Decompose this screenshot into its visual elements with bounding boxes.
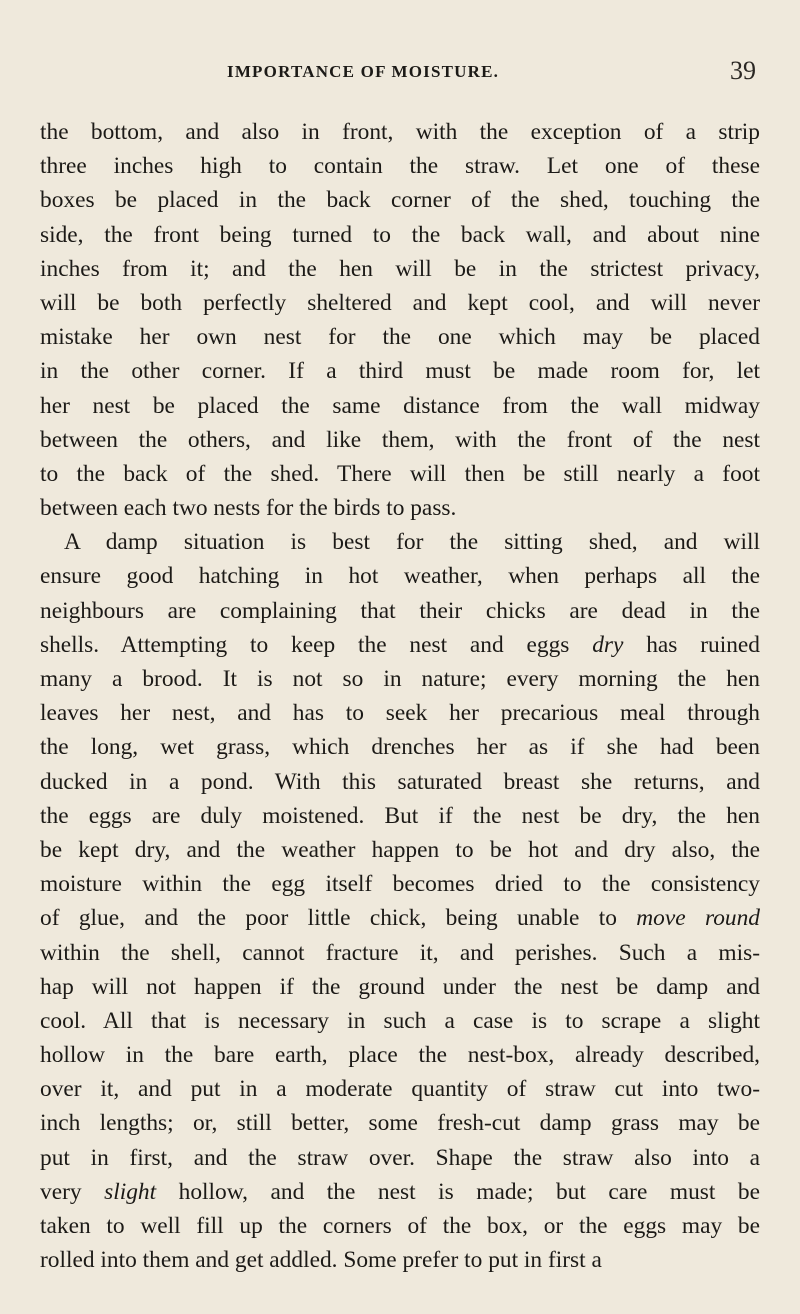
text-line (40, 901, 760, 935)
text-line (40, 1072, 760, 1106)
text-run: rolled into them and get addled. Some prefer to put in first a (40, 1247, 602, 1274)
text-line (40, 218, 760, 252)
text-run: her nest be placed the same distance from the wall midway (40, 392, 760, 419)
text-line (40, 525, 760, 559)
text-line (40, 628, 760, 662)
text-run: to the back of the shed. There will then be still nearly a foot (40, 460, 760, 487)
text-line (40, 1243, 760, 1277)
text-line (40, 970, 760, 1004)
text-run: in the other corner. If a third must be made room for, let (40, 358, 760, 385)
text-run: shells. Attempting to keep the nest and eggs (40, 631, 593, 658)
text-run: inch lengths; or, still better, some fresh-cut damp grass may be (40, 1110, 760, 1137)
text-run: hap will not happen if the ground under the nest be damp and (40, 973, 760, 1000)
text-run: the long, wet grass, which drenches her as if she had been (40, 734, 760, 761)
text-line (40, 730, 760, 764)
text-line (40, 183, 760, 217)
paragraph (40, 115, 760, 525)
text-line (40, 662, 760, 696)
text-run: side, the front being turned to the back wall, and about nine (40, 221, 760, 248)
text-line (40, 833, 760, 867)
text-line (40, 320, 760, 354)
text-run: has ruined (623, 631, 760, 658)
text-line (40, 1038, 760, 1072)
text-line (40, 252, 760, 286)
body-text (40, 115, 760, 1277)
text-run: very (40, 1178, 105, 1205)
text-run: the bottom, and also in front, with the exception of a strip (40, 119, 760, 145)
text-line (40, 1175, 760, 1209)
text-line (40, 1141, 760, 1175)
text-run: leaves her nest, and has to seek her precarious meal through (40, 700, 760, 727)
text-line (40, 286, 760, 320)
text-line (40, 115, 760, 149)
text-line (40, 1004, 760, 1038)
text-run: between the others, and like them, with the front of the nest (40, 426, 760, 453)
text-line (40, 423, 760, 457)
text-run: boxes be placed in the back corner of the shed, touching the (40, 187, 760, 214)
text-run: hollow in the bare earth, place the nest-box, already described, (40, 1042, 760, 1069)
text-line (40, 1106, 760, 1140)
text-run: three inches high to contain the straw. Let one of these (40, 153, 760, 180)
text-line (40, 491, 760, 525)
text-line (40, 457, 760, 491)
text-run: mistake her own nest for the one which may be placed (40, 324, 760, 351)
text-run: the eggs are duly moistened. But if the nest be dry, the hen (40, 802, 760, 829)
text-run: will be both perfectly sheltered and kept cool, and will never (40, 289, 760, 316)
text-line (40, 354, 760, 388)
running-head (0, 56, 800, 92)
text-line (40, 559, 760, 593)
text-line (40, 696, 760, 730)
text-line (40, 594, 760, 628)
text-run: taken to well fill up the corners of the box, or the eggs may be (40, 1213, 760, 1239)
text-run: ensure good hatching in hot weather, when perhaps all the (40, 563, 760, 590)
text-run: moisture within the egg itself becomes dried to the consistency (40, 871, 760, 898)
text-run: between each two nests for the birds to pass. (40, 495, 457, 522)
text-run: be kept dry, and the weather happen to be hot and dry also, the (40, 836, 760, 863)
page-number: 39 (730, 56, 756, 85)
text-run: put in first, and the straw over. Shape the straw also into a (40, 1144, 760, 1171)
text-run: A damp situation is best for the sitting shed, and will (64, 529, 760, 556)
text-line (40, 149, 760, 183)
italic-text: move round (636, 905, 760, 932)
text-run: neighbours are complaining that their chicks are dead in the (40, 597, 760, 624)
text-run: within the shell, cannot fracture it, and perishes. Such a mis- (40, 939, 760, 966)
italic-text: slight (104, 1178, 157, 1205)
paragraph (40, 525, 760, 1277)
italic-text: dry (592, 631, 624, 658)
text-line (40, 936, 760, 970)
text-run: many a brood. It is not so in nature; every morning the hen (40, 666, 760, 692)
text-line (40, 867, 760, 901)
text-line (40, 389, 760, 423)
text-run: hollow, and the nest is made; but care must be (156, 1178, 760, 1205)
running-title: IMPORTANCE OF MOISTURE. (227, 62, 500, 81)
text-run: of glue, and the poor little chick, being unable to (40, 905, 637, 932)
text-line (40, 765, 760, 799)
text-run: over it, and put in a moderate quantity of straw cut into two- (40, 1076, 760, 1103)
text-line (40, 1209, 760, 1243)
text-line (40, 799, 760, 833)
text-run: ducked in a pond. With this saturated breast she returns, and (40, 768, 760, 795)
text-run: inches from it; and the hen will be in the strictest privacy, (40, 255, 760, 282)
text-run: cool. All that is necessary in such a case is to scrape a slight (40, 1007, 760, 1034)
